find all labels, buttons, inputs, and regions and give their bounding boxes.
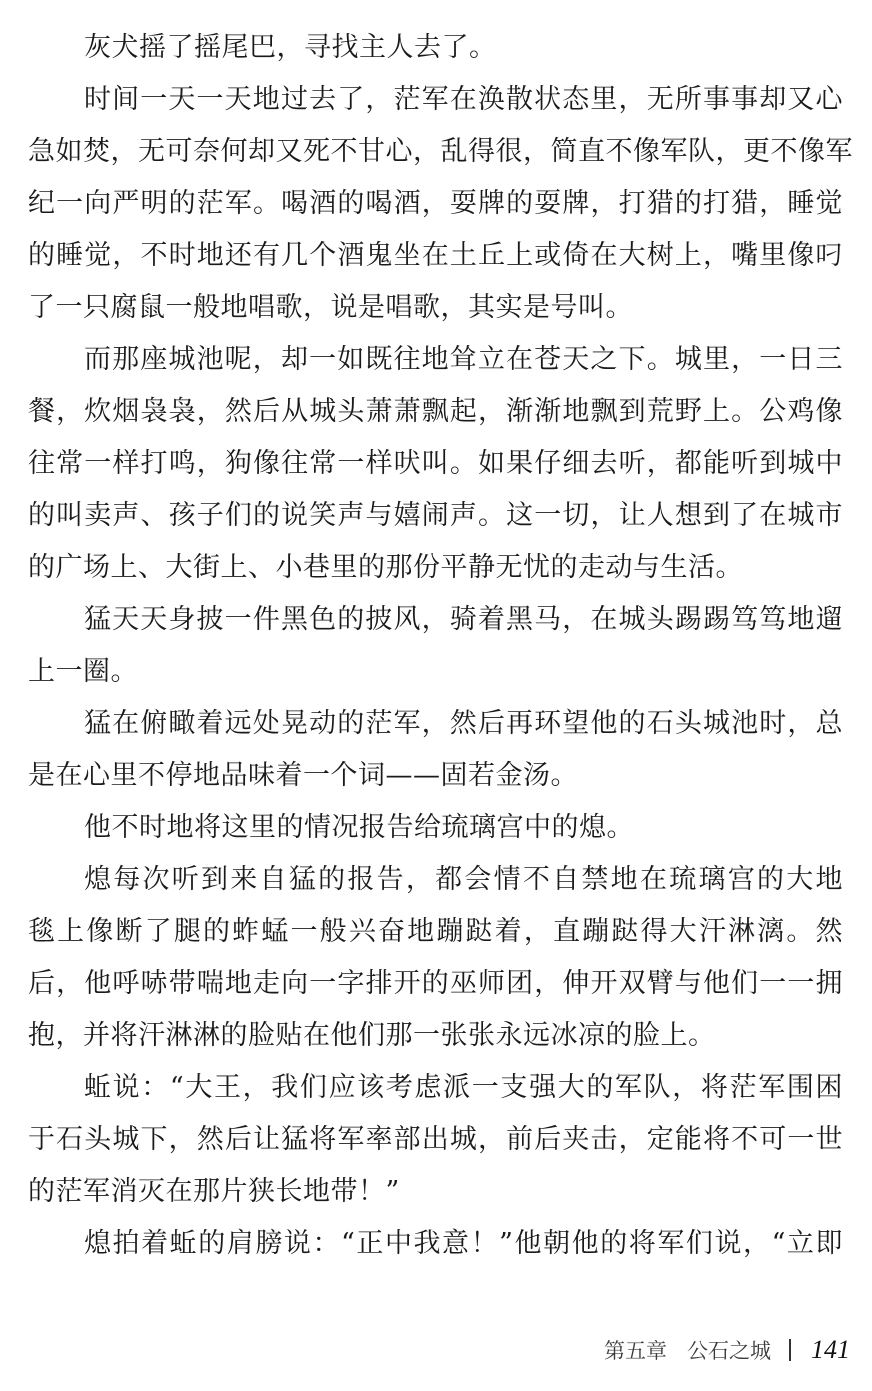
paragraph-line: 而那座城池呢，却一如既往地耸立在苍天之下。城里，一日三 xyxy=(84,344,843,375)
paragraph-line: 纪一向严明的茫军。喝酒的喝酒，耍牌的耍牌，打猎的打猎，睡觉 xyxy=(28,188,843,219)
paragraph-line: 他不时地将这里的情况报告给琉璃宫中的熄。 xyxy=(84,812,634,843)
paragraph-line: 往常一样打鸣，狗像往常一样吠叫。如果仔细去听，都能听到城中 xyxy=(28,448,843,479)
paragraph-line: 熄拍着蚯的肩膀说：“正中我意！”他朝他的将军们说，“立即 xyxy=(84,1228,843,1259)
paragraph-line: 上一圈。 xyxy=(28,656,138,687)
page-number: 141 xyxy=(811,1335,850,1364)
chapter-label: 第五章 xyxy=(604,1339,667,1363)
paragraph-line: 急如焚，无可奈何却又死不甘心，乱得很，简直不像军队，更不像军 xyxy=(28,136,853,167)
paragraph-line: 餐，炊烟袅袅，然后从城头萧萧飘起，渐渐地飘到荒野上。公鸡像 xyxy=(28,396,843,427)
footer-divider xyxy=(789,1339,791,1361)
chapter-title: 公石之城 xyxy=(687,1339,771,1363)
paragraph-line: 猛在俯瞰着远处晃动的茫军，然后再环望他的石头城池时，总 xyxy=(84,708,843,739)
paragraph-line: 的茫军消灭在那片狭长地带！” xyxy=(28,1176,400,1207)
page-footer xyxy=(560,1330,850,1370)
paragraph-line: 抱，并将汗淋淋的脸贴在他们那一张张永远冰凉的脸上。 xyxy=(28,1020,716,1051)
paragraph-line: 的叫卖声、孩子们的说笑声与嬉闹声。这一切，让人想到了在城市 xyxy=(28,500,843,531)
paragraph-line: 猛天天身披一件黑色的披风，骑着黑马，在城头踢踢笃笃地遛 xyxy=(84,604,843,635)
paragraph-line: 时间一天一天地过去了，茫军在涣散状态里，无所事事却又心 xyxy=(84,84,843,115)
paragraph-line: 熄每次听到来自猛的报告，都会情不自禁地在琉璃宫的大地 xyxy=(84,864,843,895)
paragraph-line: 蚯说：“大王，我们应该考虑派一支强大的军队，将茫军围困 xyxy=(84,1072,843,1103)
paragraph-line: 灰犬摇了摇尾巴，寻找主人去了。 xyxy=(84,32,497,63)
paragraph-line: 后，他呼哧带喘地走向一字排开的巫师团，伸开双臂与他们一一拥 xyxy=(28,968,843,999)
paragraph-line: 毯上像断了腿的蚱蜢一般兴奋地蹦跶着，直蹦跶得大汗淋漓。然 xyxy=(28,916,843,947)
paragraph-line: 于石头城下，然后让猛将军率部出城，前后夹击，定能将不可一世 xyxy=(28,1124,843,1155)
paragraph-line: 的睡觉，不时地还有几个酒鬼坐在土丘上或倚在大树上，嘴里像叼 xyxy=(28,240,843,271)
paragraph-line: 的广场上、大街上、小巷里的那份平静无忧的走动与生活。 xyxy=(28,552,743,583)
paragraph-line: 了一只腐鼠一般地唱歌，说是唱歌，其实是号叫。 xyxy=(28,292,633,323)
paragraph-line: 是在心里不停地品味着一个词——固若金汤。 xyxy=(28,760,578,791)
